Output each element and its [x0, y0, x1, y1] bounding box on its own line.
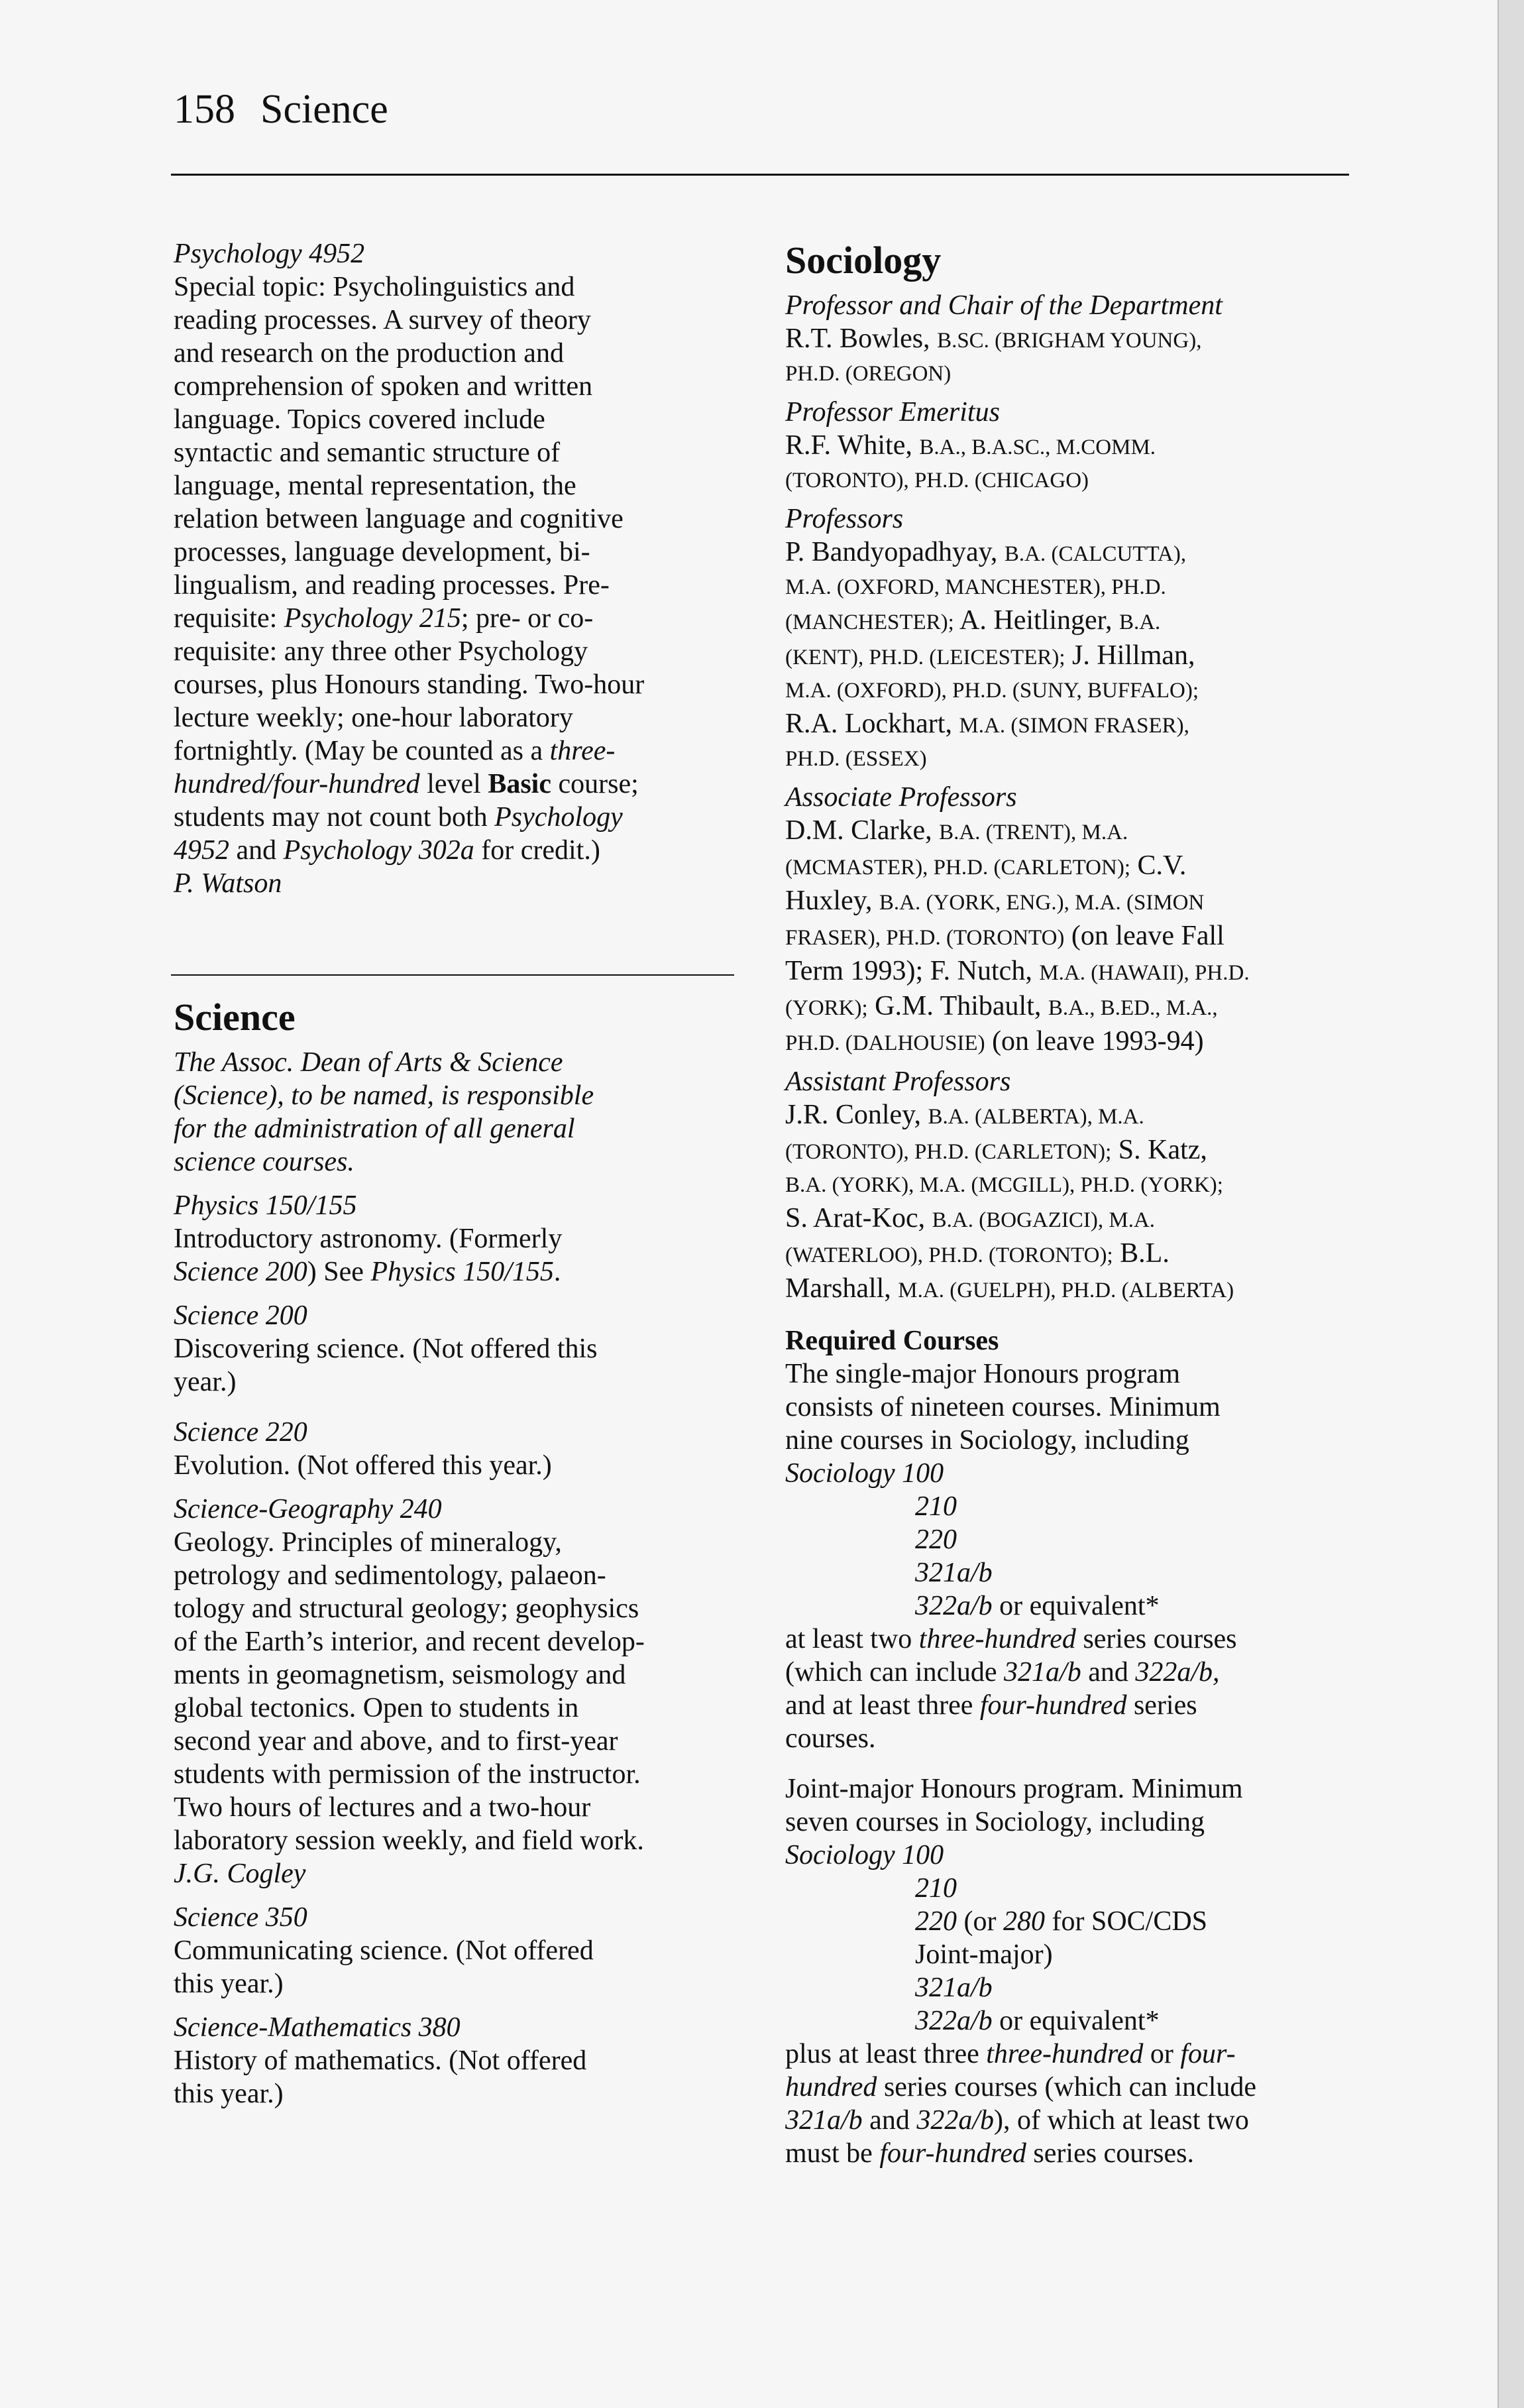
course-line: this year.) — [174, 2079, 284, 2109]
faculty-name: C.V. — [1137, 850, 1187, 881]
faculty-degrees: B.A., B.A.SC., M.COMM. — [919, 435, 1156, 459]
course-entry-science-350 — [174, 1901, 750, 2000]
course-line: lecture weekly; one-hour laboratory — [174, 703, 573, 733]
text-run: four-hundred — [979, 1690, 1127, 1721]
course-entry-physics-150-155 — [174, 1189, 750, 1289]
text-run: and — [229, 835, 284, 866]
course-ref-line — [785, 1905, 1355, 1938]
course-ref: 321a/b — [785, 2105, 863, 2136]
faculty-rank: Professors — [785, 504, 904, 534]
course-ref: 4952 — [174, 835, 229, 866]
course-ref: 321a/b — [1004, 1657, 1081, 1688]
course-line: Geology. Principles of mineralogy, — [174, 1527, 562, 1558]
body-line: The single-major Honours program — [785, 1359, 1181, 1389]
faculty-name: J.R. Conley, — [785, 1100, 921, 1130]
course-code: Science-Geography 240 — [174, 1494, 442, 1524]
faculty-degrees: (TORONTO), PH.D. (CHICAGO) — [785, 469, 1089, 492]
faculty-name: B.L. — [1120, 1238, 1170, 1269]
faculty-line — [785, 884, 1355, 919]
page-edge — [1497, 0, 1524, 2408]
body-line: nine courses in Sociology, including — [785, 1425, 1189, 1456]
text-run: ) See — [307, 1257, 371, 1287]
course-entry-psychology-4952 — [174, 237, 750, 900]
text-run: series — [1126, 1690, 1197, 1721]
leave-note: (on leave 1993-94) — [992, 1026, 1204, 1057]
faculty-line — [785, 639, 1355, 674]
text-run: ), of which at least two — [994, 2105, 1249, 2136]
text-run: fortnightly. (May be counted as a — [174, 736, 550, 766]
faculty-name: R.T. Bowles, — [785, 323, 930, 354]
faculty-degrees: (MANCHESTER); — [785, 610, 954, 634]
course-entry-science-mathematics-380 — [174, 2011, 750, 2110]
course-ref: Science 200 — [174, 1257, 307, 1287]
faculty-line — [785, 919, 1355, 954]
faculty-line — [785, 990, 1355, 1025]
faculty-degrees: B.A. (CALCUTTA), — [1004, 542, 1187, 566]
faculty-degrees: B.A. (YORK, ENG.), M.A. (SIMON — [879, 891, 1205, 915]
course-line: Communicating science. (Not offered — [174, 1935, 594, 1966]
course-ref-line — [785, 1589, 1355, 1623]
course-ref: 220 — [915, 1906, 957, 1937]
body-line — [785, 2137, 1355, 2170]
faculty-line — [785, 604, 1355, 639]
course-entry-science-geography-240 — [174, 1493, 750, 1890]
course-ref: 321a/b — [915, 1973, 993, 2003]
text-run: hundred/four-hundred — [174, 769, 420, 799]
text-run: series courses (which can include — [877, 2072, 1257, 2102]
text-run: . — [553, 1257, 561, 1287]
body-line — [785, 2037, 1355, 2071]
course-entry-science-200 — [174, 1299, 750, 1399]
faculty-line — [785, 1202, 1355, 1237]
course-line: requisite: any three other Psychology — [174, 636, 588, 667]
faculty-line — [785, 1098, 1355, 1133]
faculty-degrees: M.A. (OXFORD), PH.D. (SUNY, BUFFALO); — [785, 679, 1199, 703]
faculty-line — [785, 429, 1355, 464]
text-run: and at least three — [785, 1690, 980, 1721]
faculty-rank: Professor and Chair of the Department — [785, 290, 1223, 321]
faculty-line — [785, 1025, 1355, 1060]
text-run: course; — [551, 769, 639, 799]
faculty-name: P. Bandyopadhyay, — [785, 537, 998, 567]
faculty-line — [785, 536, 1355, 571]
course-ref: 210 — [915, 1873, 957, 1904]
faculty-degrees: M.A. (SIMON FRASER), — [959, 714, 1189, 738]
text-run: three-hundred — [986, 2039, 1144, 2069]
section-heading-sociology: Sociology — [785, 239, 942, 282]
course-code: Science 220 — [174, 1417, 307, 1448]
faculty-degrees: (YORK); — [785, 996, 868, 1020]
intro-line: for the administration of all general — [174, 1114, 575, 1144]
basic-label: Basic — [488, 769, 551, 799]
faculty-line — [785, 322, 1355, 357]
science-section — [174, 994, 750, 2110]
joint-major-requirements — [785, 1772, 1355, 2170]
instructor: J.G. Cogley — [174, 1859, 306, 1889]
course-ref: 220 — [915, 1524, 957, 1555]
course-entry-science-220 — [174, 1416, 750, 1482]
faculty-name: Marshall, — [785, 1273, 891, 1304]
body-line — [785, 1689, 1355, 1722]
faculty-line — [785, 1272, 1355, 1307]
faculty-line — [785, 1133, 1355, 1169]
course-line: and research on the production and — [174, 338, 564, 369]
text-run: (or — [957, 1906, 1003, 1937]
course-line: History of mathematics. (Not offered — [174, 2045, 587, 2076]
faculty-emeritus — [785, 396, 1355, 497]
right-column — [785, 237, 1355, 2170]
text-run: for credit.) — [474, 835, 600, 866]
text-run: at least two — [785, 1624, 919, 1654]
course-ref: 322a/b — [915, 2006, 993, 2036]
text-run: plus at least three — [785, 2039, 987, 2069]
faculty-degrees: B.A. (ALBERTA), M.A. — [928, 1105, 1144, 1129]
text-run: four- — [1180, 2039, 1236, 2069]
course-line: students with permission of the instructor. — [174, 1759, 641, 1790]
faculty-line — [785, 954, 1355, 990]
text-run: three- — [549, 736, 616, 766]
faculty-degrees: M.A. (GUELPH), PH.D. (ALBERTA) — [898, 1279, 1234, 1302]
faculty-degrees: (KENT), PH.D. (LEICESTER); — [785, 646, 1065, 669]
body-line: courses. — [785, 1723, 876, 1754]
course-line: Evolution. (Not offered this year.) — [174, 1450, 552, 1481]
faculty-name: S. Katz, — [1118, 1135, 1207, 1165]
course-code: Physics 150/155 — [174, 1190, 357, 1221]
leave-note: Term 1993); — [785, 956, 924, 986]
running-header — [174, 86, 388, 133]
course-line: courses, plus Honours standing. Two-hour — [174, 669, 645, 700]
text-run: three-hundred — [918, 1624, 1076, 1654]
course-line — [174, 801, 750, 834]
course-ref: 322a/b — [916, 2105, 994, 2136]
course-line: ments in geomagnetism, seismology and — [174, 1660, 626, 1690]
course-line: reading processes. A survey of theory — [174, 305, 591, 335]
required-courses-heading: Required Courses — [785, 1326, 999, 1356]
faculty-line — [785, 814, 1355, 849]
body-line — [785, 2104, 1355, 2137]
faculty-degrees: (MCMASTER), PH.D. (CARLETON); — [785, 856, 1130, 880]
body-line: seven courses in Sociology, including — [785, 1807, 1205, 1837]
course-line: Introductory astronomy. (Formerly — [174, 1224, 563, 1254]
intro-line: The Assoc. Dean of Arts & Science — [174, 1047, 563, 1078]
course-ref: 322a/b — [915, 1591, 993, 1621]
course-ref: 280 — [1003, 1906, 1045, 1937]
text-run: series courses — [1075, 1624, 1237, 1654]
course-ref: 210 — [915, 1491, 957, 1522]
course-code: Psychology 4952 — [174, 239, 365, 269]
course-line: laboratory session weekly, and field work. — [174, 1825, 644, 1856]
body-line — [785, 2071, 1355, 2104]
faculty-name: G.M. Thibault, — [875, 991, 1042, 1021]
text-run: level — [419, 769, 488, 799]
faculty-degrees: PH.D. (OREGON) — [785, 362, 952, 386]
text-run: or — [1143, 2039, 1181, 2069]
course-line: this year.) — [174, 1969, 284, 1999]
faculty-degrees: (TORONTO), PH.D. (CARLETON); — [785, 1140, 1112, 1164]
course-line: second year and above, and to first-year — [174, 1726, 618, 1756]
text-run: four-hundred — [879, 2138, 1026, 2169]
intro-line: (Science), to be named, is responsible — [174, 1080, 594, 1111]
faculty-name: J. Hillman, — [1072, 640, 1195, 671]
faculty-degrees: B.A. — [1118, 610, 1161, 634]
faculty-rank: Associate Professors — [785, 782, 1017, 813]
text-run: or equivalent* — [992, 2006, 1160, 2036]
course-line: processes, language development, bi- — [174, 537, 590, 567]
body-line — [785, 1623, 1355, 1656]
course-line: syntactic and semantic structure of — [174, 437, 561, 468]
course-line: petrology and sedimentology, palaeon- — [174, 1560, 606, 1591]
faculty-line — [785, 1237, 1355, 1272]
faculty-professors — [785, 502, 1355, 775]
course-line — [174, 734, 750, 768]
faculty-assistant-professors — [785, 1065, 1355, 1307]
course-line — [174, 834, 750, 867]
body-line: consists of nineteen courses. Minimum — [785, 1392, 1221, 1422]
body-line — [785, 1656, 1355, 1689]
course-line: year.) — [174, 1367, 237, 1397]
required-courses — [785, 1324, 1355, 1755]
course-line: language. Topics covered include — [174, 404, 545, 435]
course-ref: Sociology 100 — [785, 1458, 944, 1489]
course-line: global tectonics. Open to students in — [174, 1693, 579, 1723]
faculty-degrees: B.A. (YORK), M.A. (MCGILL), PH.D. (YORK); — [785, 1173, 1223, 1197]
text-run: series courses. — [1026, 2138, 1195, 2169]
course-line — [174, 602, 750, 635]
faculty-degrees: B.A., B.ED., M.A., — [1048, 996, 1218, 1020]
page-number: 158 — [174, 87, 235, 132]
text-run: ; pre- or co- — [461, 603, 594, 634]
course-ref-line: Joint-major) — [915, 1939, 1053, 1970]
course-line: language, mental representation, the — [174, 471, 576, 501]
science-intro — [174, 1046, 750, 1178]
text-run: requisite: — [174, 603, 284, 634]
faculty-name: S. Arat-Koc, — [785, 1203, 926, 1233]
course-line: Two hours of lectures and a two-hour — [174, 1792, 591, 1823]
text-run: for SOC/CDS — [1044, 1906, 1208, 1937]
course-line: tology and structural geology; geophysics — [174, 1593, 639, 1624]
course-line: relation between language and cognitive — [174, 504, 624, 534]
text-run: or equivalent* — [992, 1591, 1160, 1621]
course-line — [174, 1255, 750, 1289]
course-line: of the Earth’s interior, and recent develop- — [174, 1627, 645, 1657]
faculty-degrees: M.A. (HAWAII), PH.D. — [1039, 961, 1250, 985]
course-code: Science 350 — [174, 1902, 307, 1933]
course-code: Science-Mathematics 380 — [174, 2012, 461, 2043]
intro-line: science courses. — [174, 1147, 354, 1177]
text-run: must be — [785, 2138, 880, 2169]
faculty-chair — [785, 289, 1355, 390]
course-ref: 322a/b, — [1135, 1657, 1220, 1688]
course-ref: Psychology — [494, 802, 623, 832]
faculty-degrees: M.A. (OXFORD, MANCHESTER), PH.D. — [785, 575, 1166, 599]
course-ref: Psychology 302a — [283, 835, 474, 866]
faculty-associate-professors — [785, 781, 1355, 1060]
faculty-degrees: FRASER), PH.D. (TORONTO) — [785, 926, 1065, 950]
course-ref: Physics 150/155 — [370, 1257, 554, 1287]
faculty-line — [785, 707, 1355, 742]
course-ref: Sociology 100 — [785, 1840, 944, 1870]
text-run: students may not count both — [174, 802, 495, 832]
course-line: lingualism, and reading processes. Pre- — [174, 570, 610, 601]
course-ref: 321a/b — [915, 1558, 993, 1588]
leave-note: (on leave Fall — [1071, 921, 1225, 951]
faculty-name: R.F. White, — [785, 430, 912, 461]
text-run: and — [1081, 1657, 1136, 1688]
course-ref-line — [785, 2004, 1355, 2037]
faculty-degrees: PH.D. (DALHOUSIE) — [785, 1031, 985, 1055]
course-line: comprehension of spoken and written — [174, 371, 593, 402]
text-run: and — [862, 2105, 917, 2136]
faculty-name: D.M. Clarke, — [785, 815, 932, 846]
course-ref: Psychology 215 — [284, 603, 461, 634]
section-heading-science: Science — [174, 996, 296, 1039]
course-line — [174, 768, 750, 801]
faculty-name: Huxley, — [785, 886, 873, 916]
course-line: Discovering science. (Not offered this — [174, 1334, 598, 1364]
instructor: P. Watson — [174, 868, 282, 899]
faculty-degrees: PH.D. (ESSEX) — [785, 747, 927, 771]
running-title: Science — [260, 87, 388, 132]
body-line: Joint-major Honours program. Minimum — [785, 1774, 1243, 1804]
section-rule — [171, 974, 734, 976]
course-line: Special topic: Psycholinguistics and — [174, 272, 575, 302]
faculty-name: R.A. Lockhart, — [785, 709, 952, 739]
left-column — [174, 237, 750, 900]
faculty-degrees: B.A. (TRENT), M.A. — [939, 821, 1128, 844]
faculty-degrees: B.SC. (BRIGHAM YOUNG), — [937, 329, 1202, 353]
faculty-degrees: B.A. (BOGAZICI), M.A. — [932, 1208, 1156, 1232]
course-code: Science 200 — [174, 1300, 307, 1331]
faculty-rank: Assistant Professors — [785, 1066, 1011, 1097]
faculty-rank: Professor Emeritus — [785, 397, 1000, 428]
faculty-name: F. Nutch, — [930, 956, 1032, 986]
header-rule — [171, 174, 1349, 176]
text-run: (which can include — [785, 1657, 1005, 1688]
faculty-degrees: (WATERLOO), PH.D. (TORONTO); — [785, 1243, 1113, 1267]
faculty-name: A. Heitlinger, — [959, 605, 1113, 636]
faculty-line — [785, 849, 1355, 884]
text-run: hundred — [785, 2072, 877, 2102]
